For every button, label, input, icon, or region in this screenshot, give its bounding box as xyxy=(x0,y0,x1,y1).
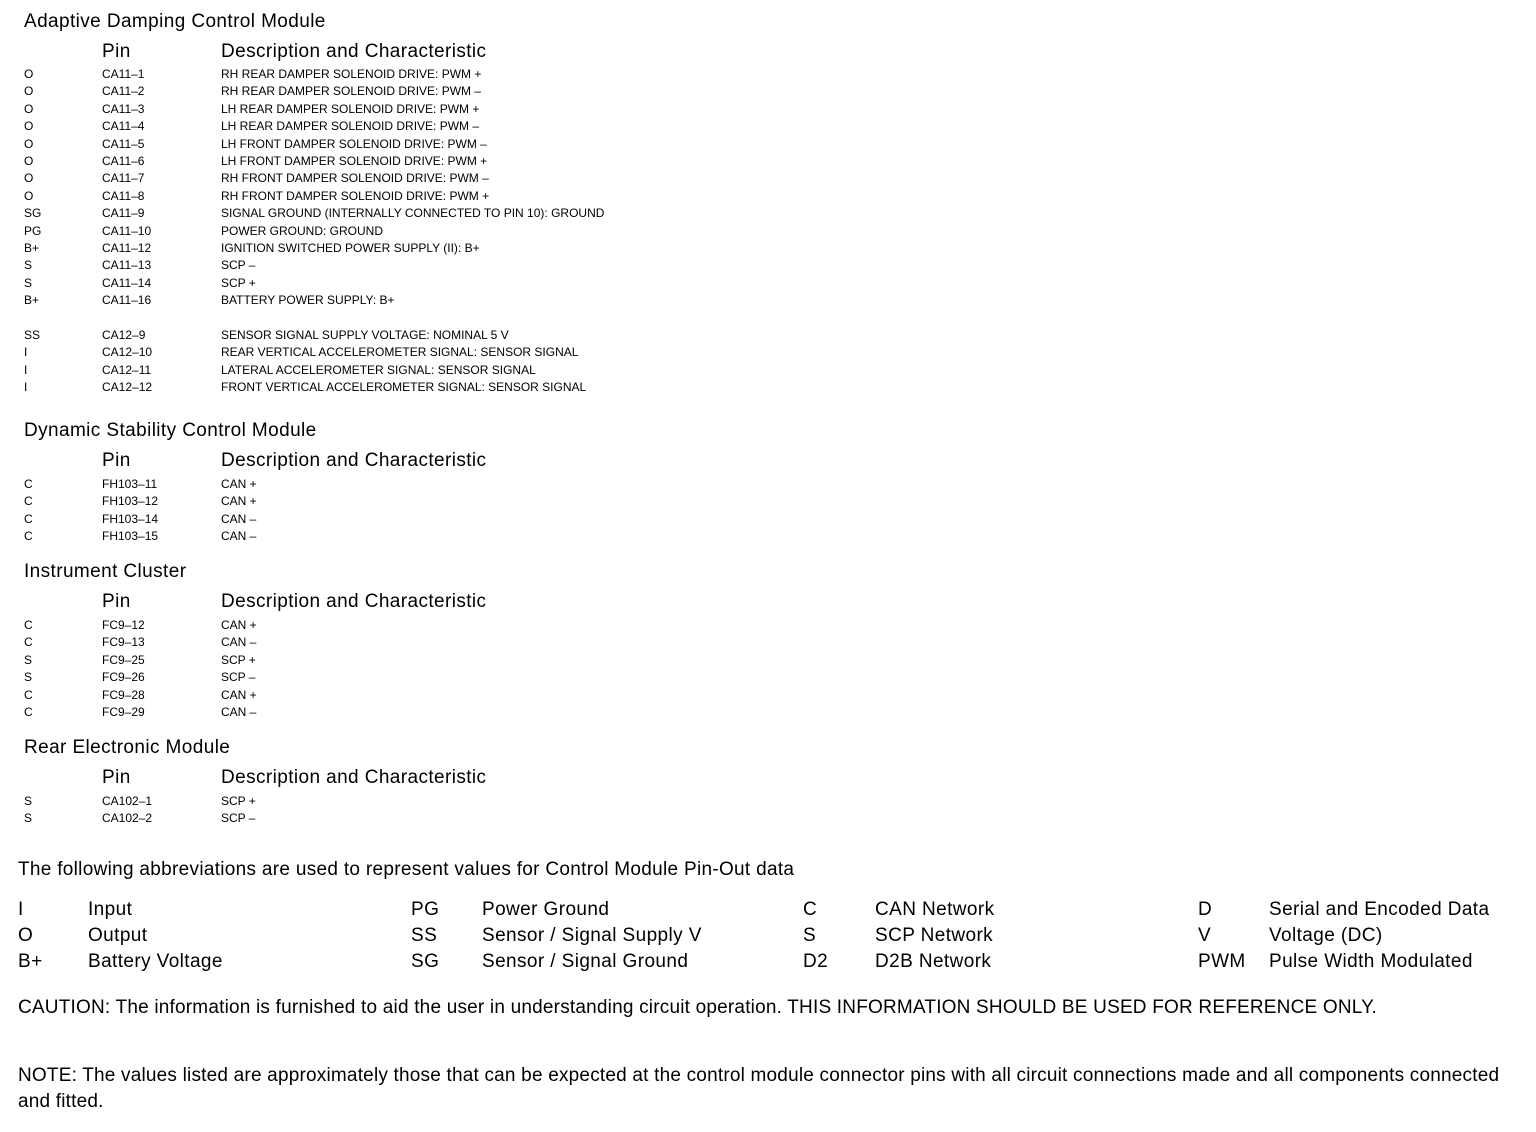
abbreviation-row xyxy=(0,949,1536,975)
table-row xyxy=(0,344,900,361)
pin-number: CA11–3 xyxy=(102,101,145,116)
instrument-cluster-pin-table xyxy=(0,617,900,721)
abbreviation-code: SG xyxy=(411,951,440,972)
pin-number: CA12–10 xyxy=(102,345,153,360)
pin-type: C xyxy=(24,635,33,650)
pin-type: PG xyxy=(24,223,42,238)
pin-description: POWER GROUND: GROUND xyxy=(221,223,383,238)
description-column-header: Description and Characteristic xyxy=(221,450,487,471)
abbreviation-meaning: Serial and Encoded Data xyxy=(1269,899,1490,920)
abbreviation-meaning: D2B Network xyxy=(875,951,992,972)
pin-type: C xyxy=(24,529,33,544)
pin-type: O xyxy=(24,67,34,81)
pin-type: S xyxy=(24,811,33,826)
pin-description: BATTERY POWER SUPPLY: B+ xyxy=(221,293,395,308)
table-row xyxy=(0,810,900,827)
caution-text: CAUTION: The information is furnished to aid the user in understanding circuit operation. THIS INFORMATION SHOULD BE USED FOR REFERENCE ONLY. xyxy=(18,997,1378,1018)
pin-number: FC9–29 xyxy=(102,704,145,719)
pin-description: SCP + xyxy=(221,275,256,290)
table-row xyxy=(0,101,900,118)
description-column-header: Description and Characteristic xyxy=(221,591,487,612)
pin-description: CAN + xyxy=(221,494,257,509)
pin-number: CA11–12 xyxy=(102,240,152,255)
pin-description: RH REAR DAMPER SOLENOID DRIVE: PWM + xyxy=(221,67,482,81)
pin-number: FC9–28 xyxy=(102,687,145,702)
pin-type: C xyxy=(24,618,33,632)
pin-number: CA11–7 xyxy=(102,171,145,186)
table-row xyxy=(0,257,900,274)
abbreviation-code: S xyxy=(803,925,817,946)
pin-type: O xyxy=(24,153,34,168)
table-row xyxy=(0,188,900,205)
pin-description: CAN – xyxy=(221,529,257,544)
pin-type: I xyxy=(24,380,28,395)
pin-description: RH FRONT DAMPER SOLENOID DRIVE: PWM + xyxy=(221,188,490,203)
pin-description: RH REAR DAMPER SOLENOID DRIVE: PWM – xyxy=(221,84,482,99)
pin-number: FH103–11 xyxy=(102,477,158,491)
table-row xyxy=(0,476,900,493)
pin-type: S xyxy=(24,670,33,685)
note-text: NOTE: The values listed are approximately those that can be expected at the control module connector pins with all circuit connections made and all components connected and fitted. xyxy=(18,1065,1500,1112)
abbreviation-code: C xyxy=(803,899,818,920)
table-row xyxy=(0,327,900,344)
pin-number: CA11–4 xyxy=(102,119,145,134)
table-row xyxy=(0,136,900,153)
pin-type: S xyxy=(24,794,33,808)
pin-type: B+ xyxy=(24,240,40,255)
abbreviation-meaning: Input xyxy=(88,899,133,920)
table-row xyxy=(0,275,900,292)
abbreviation-meaning: Sensor / Signal Ground xyxy=(482,951,689,972)
abbreviation-code: B+ xyxy=(18,951,43,972)
pin-column-header: Pin xyxy=(102,591,131,612)
abbreviation-meaning: Pulse Width Modulated xyxy=(1269,951,1473,972)
pin-number: FC9–26 xyxy=(102,670,145,685)
table-row xyxy=(0,362,900,379)
table-row xyxy=(0,153,900,170)
module-title-dynamic-stability: Dynamic Stability Control Module xyxy=(24,420,317,441)
rear-electronic-pin-table xyxy=(0,793,900,828)
pin-number: CA11–5 xyxy=(102,136,145,151)
pin-number: CA102–1 xyxy=(102,794,153,808)
pin-number: CA12–11 xyxy=(102,362,152,377)
table-row xyxy=(0,83,900,100)
table-row xyxy=(0,669,900,686)
pin-number: FH103–15 xyxy=(102,529,159,544)
pin-type: C xyxy=(24,511,33,526)
pin-number: CA11–6 xyxy=(102,153,145,168)
table-row xyxy=(0,240,900,257)
pin-description: CAN – xyxy=(221,704,257,719)
abbreviation-meaning: CAN Network xyxy=(875,899,995,920)
table-row xyxy=(0,66,900,83)
pin-type: SS xyxy=(24,327,41,342)
abbreviation-meaning: Power Ground xyxy=(482,899,610,920)
abbreviation-meaning: Voltage (DC) xyxy=(1269,925,1383,946)
table-row xyxy=(0,687,900,704)
table-row xyxy=(0,617,900,634)
abbreviation-meaning: Sensor / Signal Supply V xyxy=(482,925,702,946)
pin-number: CA12–9 xyxy=(102,327,146,342)
pin-description: FRONT VERTICAL ACCELEROMETER SIGNAL: SENSOR SIGNAL xyxy=(221,380,587,395)
abbreviation-code: O xyxy=(18,925,34,946)
pin-description: LH FRONT DAMPER SOLENOID DRIVE: PWM + xyxy=(221,153,488,168)
table-row xyxy=(0,292,900,309)
pin-type: I xyxy=(24,362,28,377)
table-row xyxy=(0,379,900,396)
table-row xyxy=(0,511,900,528)
pin-description: CAN – xyxy=(221,511,257,526)
pin-description: LH REAR DAMPER SOLENOID DRIVE: PWM + xyxy=(221,101,480,116)
pin-type: C xyxy=(24,494,33,509)
pin-description: SENSOR SIGNAL SUPPLY VOLTAGE: NOMINAL 5 V xyxy=(221,327,509,342)
pin-type: S xyxy=(24,258,33,273)
module-title-adaptive-damping: Adaptive Damping Control Module xyxy=(24,11,326,32)
abbreviation-meaning: Battery Voltage xyxy=(88,951,223,972)
pin-number: CA11–13 xyxy=(102,258,152,273)
pin-type: S xyxy=(24,652,33,667)
pin-type: O xyxy=(24,188,34,203)
dynamic-stability-pin-table xyxy=(0,476,900,546)
abbreviation-code: D2 xyxy=(803,951,829,972)
abbreviation-row xyxy=(0,923,1536,949)
abbreviation-code: D xyxy=(1198,899,1213,920)
abbreviation-row xyxy=(0,897,1536,923)
pin-type: B+ xyxy=(24,293,40,308)
abbreviation-code: I xyxy=(18,899,24,920)
pin-number: FC9–12 xyxy=(102,618,145,632)
pin-description: LH FRONT DAMPER SOLENOID DRIVE: PWM – xyxy=(221,136,487,151)
pin-description: CAN – xyxy=(221,635,257,650)
description-column-header: Description and Characteristic xyxy=(221,767,487,788)
module-title-rear-electronic: Rear Electronic Module xyxy=(24,737,231,758)
pin-description: CAN + xyxy=(221,687,257,702)
pin-type: S xyxy=(24,275,33,290)
pin-description: CAN + xyxy=(221,477,257,491)
table-row xyxy=(0,528,900,545)
pin-type: SG xyxy=(24,206,42,221)
abbreviation-code: PWM xyxy=(1198,951,1246,972)
table-row xyxy=(0,652,900,669)
pin-type: O xyxy=(24,101,34,116)
pin-number: CA11–16 xyxy=(102,293,152,308)
table-row xyxy=(0,223,900,240)
table-row xyxy=(0,205,900,222)
pin-number: FC9–25 xyxy=(102,652,145,667)
pin-description: LATERAL ACCELEROMETER SIGNAL: SENSOR SIGNAL xyxy=(221,362,536,377)
pin-type: O xyxy=(24,171,34,186)
pin-description: SCP – xyxy=(221,811,256,826)
table-row xyxy=(0,170,900,187)
table-row xyxy=(0,493,900,510)
pin-description: SCP – xyxy=(221,670,256,685)
description-column-header: Description and Characteristic xyxy=(221,41,487,62)
pin-type: O xyxy=(24,136,34,151)
table-row xyxy=(0,793,900,810)
pin-type: O xyxy=(24,84,34,99)
pin-description: REAR VERTICAL ACCELEROMETER SIGNAL: SENSOR SIGNAL xyxy=(221,345,579,360)
table-row xyxy=(0,118,900,135)
pin-type: I xyxy=(24,345,28,360)
module-title-instrument-cluster: Instrument Cluster xyxy=(24,561,187,582)
pin-number: FH103–14 xyxy=(102,511,159,526)
pin-column-header: Pin xyxy=(102,41,131,62)
pin-type: C xyxy=(24,704,33,719)
pin-description: SCP – xyxy=(221,258,256,273)
pin-number: CA11–14 xyxy=(102,275,152,290)
abbreviations-intro: The following abbreviations are used to represent values for Control Module Pin-Out data xyxy=(18,859,795,880)
pin-number: CA102–2 xyxy=(102,811,153,826)
pin-description: RH FRONT DAMPER SOLENOID DRIVE: PWM – xyxy=(221,171,489,186)
table-row xyxy=(0,704,900,721)
pin-number: CA11–2 xyxy=(102,84,145,99)
pin-number: CA11–9 xyxy=(102,206,145,221)
pin-number: FC9–13 xyxy=(102,635,145,650)
pin-description: IGNITION SWITCHED POWER SUPPLY (II): B+ xyxy=(221,240,480,255)
pin-description: SCP + xyxy=(221,794,256,808)
pin-type: C xyxy=(24,687,33,702)
pin-description: LH REAR DAMPER SOLENOID DRIVE: PWM – xyxy=(221,119,480,134)
adaptive-damping-pin-table xyxy=(0,66,900,396)
table-row xyxy=(0,634,900,651)
abbreviation-meaning: Output xyxy=(88,925,148,946)
abbreviation-code: V xyxy=(1198,925,1212,946)
pin-number: CA11–1 xyxy=(102,67,145,81)
pin-column-header: Pin xyxy=(102,450,131,471)
abbreviation-meaning: SCP Network xyxy=(875,925,994,946)
abbreviations-legend xyxy=(0,897,1536,975)
pin-description: SCP + xyxy=(221,652,256,667)
row-spacer xyxy=(0,309,900,326)
pin-number: FH103–12 xyxy=(102,494,159,509)
pin-number: CA12–12 xyxy=(102,380,153,395)
pin-description: SIGNAL GROUND (INTERNALLY CONNECTED TO PIN 10): GROUND xyxy=(221,206,605,221)
abbreviation-code: SS xyxy=(411,925,438,946)
pin-type: C xyxy=(24,477,33,491)
pin-type: O xyxy=(24,119,34,134)
pin-description: CAN + xyxy=(221,618,257,632)
pin-number: CA11–10 xyxy=(102,223,152,238)
pin-number: CA11–8 xyxy=(102,188,145,203)
pin-column-header: Pin xyxy=(102,767,131,788)
abbreviation-code: PG xyxy=(411,899,440,920)
